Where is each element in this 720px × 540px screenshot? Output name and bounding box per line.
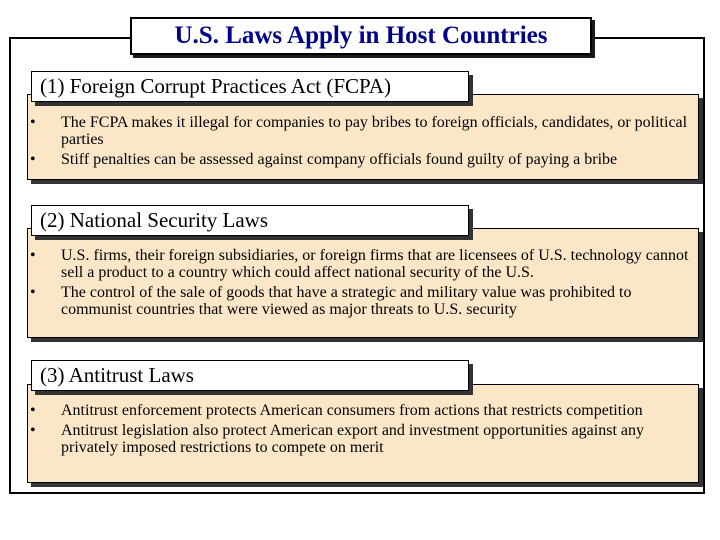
section-box-antitrust [27, 384, 699, 483]
bullet-icon: • [30, 114, 36, 131]
page-title: U.S. Laws Apply in Host Countries [130, 17, 592, 55]
section-heading-fcpa: (1) Foreign Corrupt Practices Act (FCPA) [31, 71, 469, 102]
section-box-fcpa [27, 94, 699, 180]
list-item [28, 402, 698, 419]
list-item-text: The control of the sale of goods that have a strategic and military value was prohibited to communist countries that were viewed as major threats to U.S. security [61, 284, 632, 318]
section-heading-antitrust: (3) Antitrust Laws [31, 360, 469, 391]
list-item-text: The FCPA makes it illegal for companies to pay bribes to foreign officials, candidates, or political parties [61, 114, 688, 148]
list-item [28, 284, 698, 318]
list-item [28, 114, 698, 148]
bullet-icon: • [30, 422, 36, 439]
bullet-icon: • [30, 284, 36, 301]
bullet-list [28, 247, 698, 318]
section-box-national-security [27, 228, 699, 338]
list-item [28, 247, 698, 281]
bullet-icon: • [30, 402, 36, 419]
list-item-text: Antitrust legislation also protect American export and investment opportunities against any privately imposed restrictions to compete on merit [61, 422, 644, 456]
list-item [28, 151, 698, 168]
list-item-text: U.S. firms, their foreign subsidiaries, or foreign firms that are licensees of U.S. technology cannot sell a product to a country which could affect national security of the U.S. [61, 247, 689, 281]
list-item-text: Antitrust enforcement protects American consumers from actions that restricts competition [61, 402, 643, 419]
list-item-text: Stiff penalties can be assessed against company officials found guilty of paying a bribe [61, 151, 618, 168]
bullet-icon: • [30, 247, 36, 264]
bullet-icon: • [30, 151, 36, 168]
list-item [28, 422, 698, 456]
bullet-list [28, 114, 698, 168]
bullet-list [28, 402, 698, 456]
section-heading-national-security: (2) National Security Laws [31, 205, 469, 236]
